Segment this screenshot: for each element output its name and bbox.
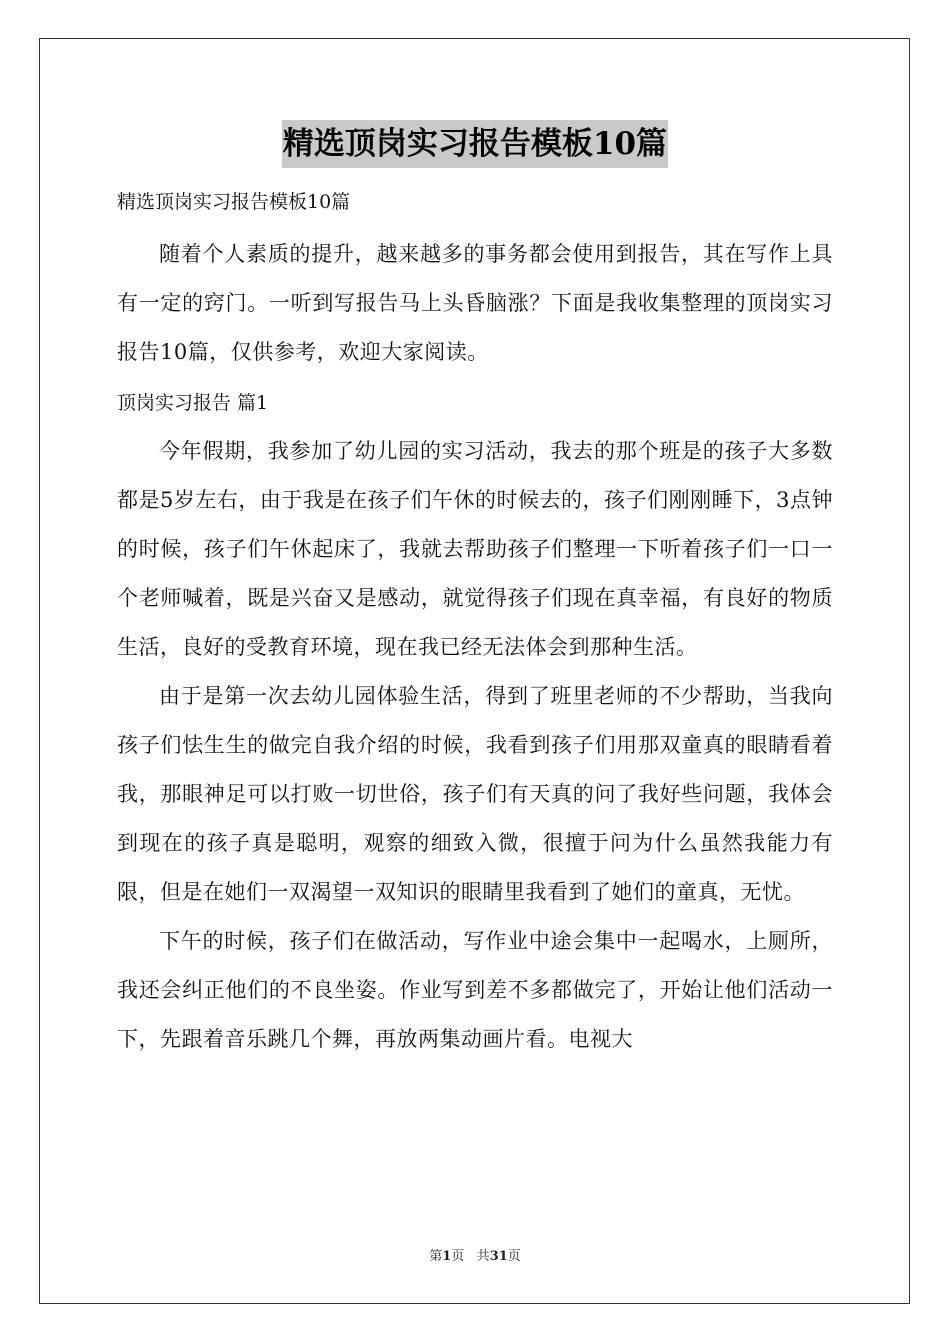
page-footer: [0, 1245, 950, 1264]
section-heading: 顶岗实习报告 篇1: [117, 392, 269, 414]
total-prefix: 共: [476, 1249, 490, 1264]
document-body: [117, 118, 833, 1064]
page-prefix: 第: [429, 1249, 443, 1264]
page-suffix: 页: [451, 1249, 465, 1264]
body-paragraph-1: 今年假期，我参加了幼儿园的实习活动，我去的那个班是的孩子大多数都是5岁左右，由于我是在孩子们午休的时候去的，孩子们刚刚睡下，3点钟的时候，孩子们午休起床了，我就去帮助孩子们整理一下听着孩子们一口一个老师喊着，既是兴奋又是感动，就觉得孩子们现在真幸福，有良好的物质生活，良好的受教育环境，现在我已经无法体会到那种生活。: [117, 439, 833, 659]
document-title: 精选顶岗实习报告模板10篇: [282, 120, 668, 168]
body-paragraph-2: 由于是第一次去幼儿园体验生活，得到了班里老师的不少帮助，当我向孩子们怯生生的做完自我介绍的时候，我看到孩子们用那双童真的眼睛看着我，那眼神足可以打败一切世俗，孩子们有天真的问了我好些问题，我体会到现在的孩子真是聪明，观察的细致入微，很擅于问为什么虽然我能力有限，但是在她们一双渴望一双知识的眼睛里我看到了她们的童真，无忧。: [117, 684, 833, 904]
intro-paragraph: 随着个人素质的提升，越来越多的事务都会使用到报告，其在写作上具有一定的窍门。一听到写报告马上头昏脑涨？下面是我收集整理的顶岗实习报告10篇，仅供参考，欢迎大家阅读。: [117, 242, 833, 364]
body-paragraph-3: 下午的时候，孩子们在做活动，写作业中途会集中一起喝水，上厕所，我还会纠正他们的不良坐姿。作业写到差不多都做完了，开始让他们活动一下，先跟着音乐跳几个舞，再放两集动画片看。电视大: [117, 929, 833, 1051]
page-total: 31: [489, 1249, 508, 1264]
document-subtitle: 精选顶岗实习报告模板10篇: [117, 191, 351, 213]
title-row: [117, 118, 833, 180]
total-suffix: 页: [507, 1249, 521, 1264]
page-current: 1: [442, 1249, 452, 1264]
